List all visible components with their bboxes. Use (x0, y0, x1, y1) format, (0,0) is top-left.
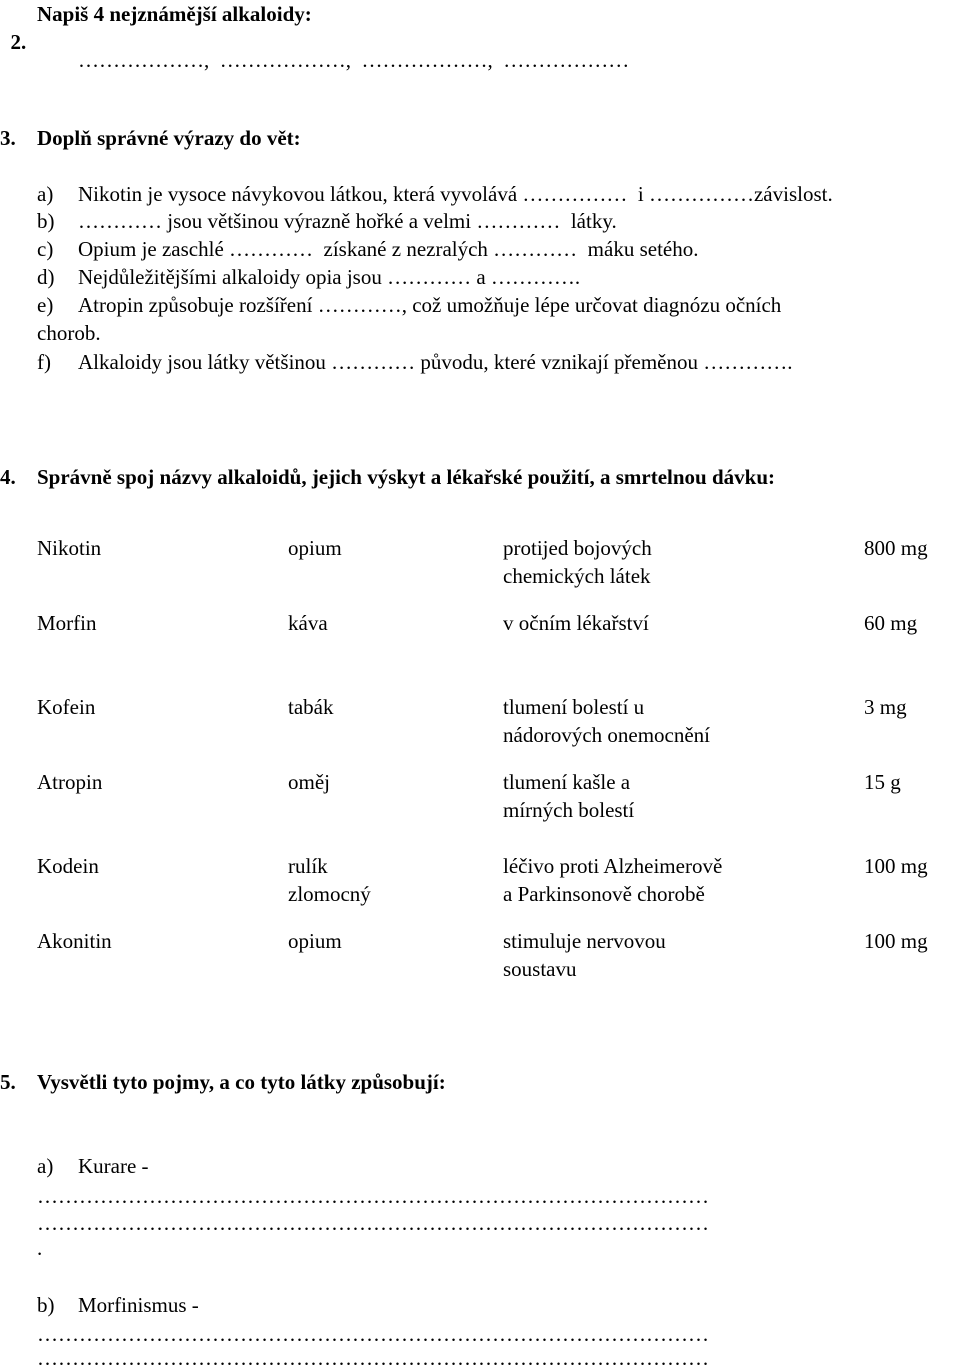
q2-heading (0, 0, 26, 56)
q3-item-b-text: ………… jsou většinou výrazně hořké a velmi ………… látky. (78, 209, 617, 233)
q3-number: 3. (0, 126, 16, 150)
answer-line: …………………………………………………………………………………… (37, 1346, 709, 1370)
alkaloid-use: léčivo proti Alzheimerově a Parkinsonově chorobě (503, 854, 723, 906)
alkaloid-use: tlumení bolestí u nádorových onemocnění (503, 695, 711, 747)
alkaloid-dose: 3 mg (864, 695, 907, 719)
alkaloid-source: rulík zlomocný (288, 854, 371, 906)
alkaloid-use: v očním lékařství (503, 611, 649, 635)
q3-item-a-text: Nikotin je vysoce návykovou látkou, která vyvolává …………… i ……………závislost. (78, 182, 833, 206)
q3-item-a-label: a) (37, 182, 54, 206)
q4-number: 4. (0, 465, 16, 489)
alkaloid-dose: 15 g (864, 770, 901, 794)
q5-item-a-text: Kurare - (78, 1154, 149, 1178)
q5-title: Vysvětli tyto pojmy, a co tyto látky způsobují: (37, 1070, 446, 1094)
q3-item-c-text: Opium je zaschlé ………… získané z nezralých ………… máku setého. (78, 237, 699, 261)
alkaloid-source: opium (288, 929, 342, 953)
alkaloid-source: oměj (288, 770, 330, 794)
alkaloid-use: stimuluje nervovou soustavu (503, 929, 666, 981)
q4-title: Správně spoj názvy alkaloidů, jejich výskyt a lékařské použití, a smrtelnou dávku: (37, 465, 775, 489)
alkaloid-name: Atropin (37, 770, 103, 794)
q3-item-e-continuation: chorob. (37, 321, 101, 345)
answer-line: . (37, 1236, 43, 1260)
alkaloid-use: tlumení kašle a mírných bolestí (503, 770, 635, 822)
q3-item-e-text: Atropin způsobuje rozšíření …………, což umožňuje lépe určovat diagnózu očních (78, 293, 782, 317)
alkaloid-dose: 60 mg (864, 611, 918, 635)
alkaloid-name: Kodein (37, 854, 99, 878)
q3-item-f-text: Alkaloidy jsou látky většinou ………… původu, které vznikají přeměnou …………. (78, 350, 793, 374)
alkaloid-dose: 800 mg (864, 536, 928, 560)
alkaloid-dose: 100 mg (864, 854, 928, 878)
alkaloid-use: protijed bojových chemických látek (503, 536, 652, 588)
alkaloid-dose: 100 mg (864, 929, 928, 953)
q3-item-b-label: b) (37, 209, 55, 233)
q3-item-d-label: d) (37, 265, 55, 289)
q5-item-a-label: a) (37, 1154, 54, 1178)
q3-item-e-label: e) (37, 293, 54, 317)
q3-title: Doplň správné výrazy do vět: (37, 126, 301, 150)
q2-number: 2. (10, 30, 27, 54)
q3-item-c-label: c) (37, 237, 54, 261)
q3-item-f-label: f) (37, 350, 51, 374)
alkaloid-name: Morfin (37, 611, 97, 635)
answer-line: …………………………………………………………………………………… (37, 1211, 709, 1235)
alkaloid-name: Kofein (37, 695, 96, 719)
q2-blanks: ………………, ………………, ………………, ……………… (78, 48, 630, 72)
answer-line: …………………………………………………………………………………… (37, 1322, 709, 1346)
alkaloid-source: tabák (288, 695, 334, 719)
q5-item-b-label: b) (37, 1293, 55, 1317)
alkaloid-name: Nikotin (37, 536, 102, 560)
q5-item-b-text: Morfinismus - (78, 1293, 199, 1317)
alkaloid-source: káva (288, 611, 328, 635)
q3-item-d-text: Nejdůležitějšími alkaloidy opia jsou ………… a …………. (78, 265, 581, 289)
alkaloid-name: Akonitin (37, 929, 112, 953)
answer-line: …………………………………………………………………………………… (37, 1184, 709, 1208)
alkaloid-source: opium (288, 536, 342, 560)
q5-number: 5. (0, 1070, 16, 1094)
q2-title: Napiš 4 nejznámější alkaloidy: (37, 2, 312, 26)
